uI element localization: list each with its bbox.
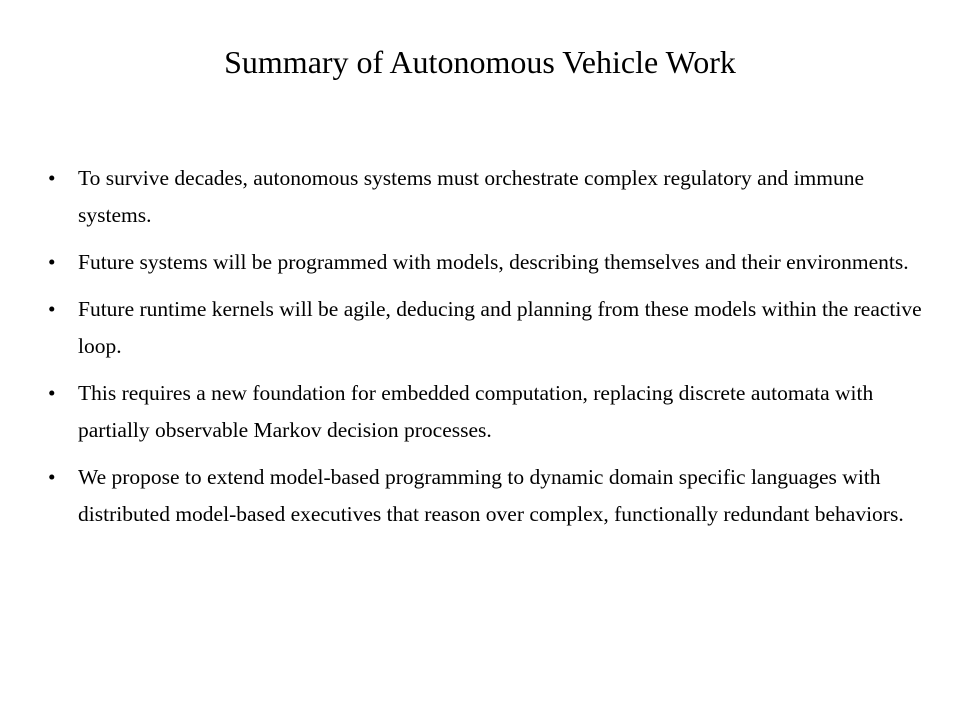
bullet-item — [48, 375, 928, 449]
bullet-text: We propose to extend model-based programming to dynamic domain specific languages with distributed model-based executives that reason over complex, functionally redundant behaviors. — [78, 465, 904, 526]
bullet-dot-icon: • — [48, 166, 56, 190]
bullet-dot-icon: • — [48, 381, 56, 405]
bullet-item — [48, 160, 928, 234]
bullet-dot-icon: • — [48, 250, 56, 274]
bullet-dot-icon: • — [48, 297, 56, 321]
bullet-text: Future systems will be programmed with models, describing themselves and their environments. — [78, 250, 909, 274]
slide-title: Summary of Autonomous Vehicle Work — [224, 44, 736, 80]
bullet-item — [48, 291, 928, 365]
bullet-dot-icon: • — [48, 465, 56, 489]
bullet-text: Future runtime kernels will be agile, deducing and planning from these models within the reactive loop. — [78, 297, 922, 358]
bullet-list — [48, 160, 928, 543]
bullet-text: To survive decades, autonomous systems must orchestrate complex regulatory and immune systems. — [78, 166, 865, 227]
bullet-item — [48, 459, 928, 533]
bullet-item — [48, 244, 928, 281]
bullet-text: This requires a new foundation for embedded computation, replacing discrete automata with partially observable Markov decision processes. — [78, 381, 874, 442]
